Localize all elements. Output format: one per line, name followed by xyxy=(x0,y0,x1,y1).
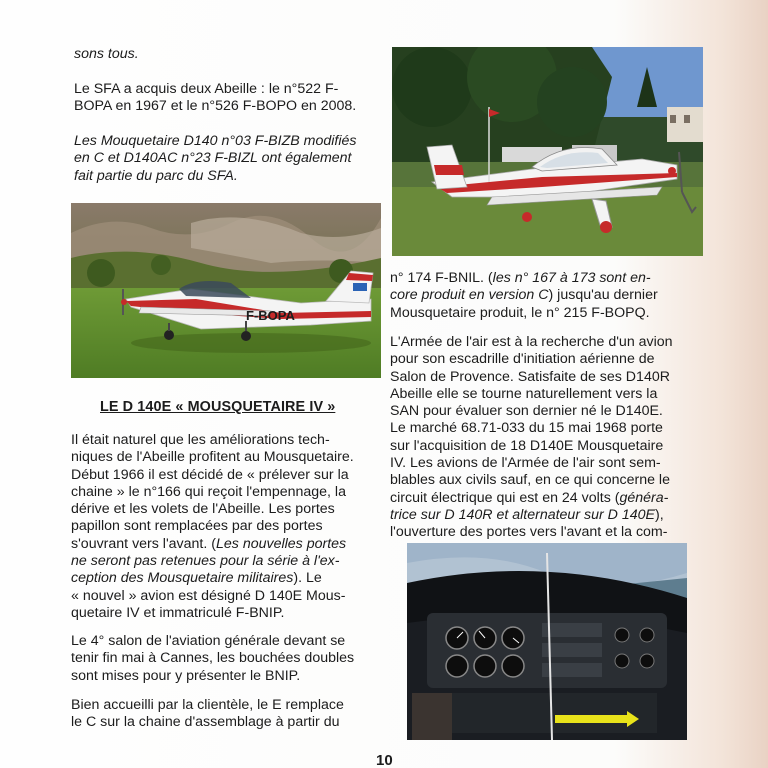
right-p2-line: blables aux civils sauf, en ce qui concerne le xyxy=(390,472,670,489)
left-p4-line xyxy=(71,570,354,587)
left-p5-line: Le 4° salon de l'aviation générale devant se xyxy=(71,633,346,649)
right-p1-line: Mousquetaire produit, le n° 215 F-BOPQ. xyxy=(390,304,650,321)
right-p1-line xyxy=(390,287,658,304)
left-p4-line9-italic: ception des Mousquetaire militaires xyxy=(71,570,294,587)
right-p1-l2-roman: ) jusqu'au dernier xyxy=(548,287,658,304)
right-p2-line: SAN pour évaluer son dernier né le D140E. xyxy=(390,403,663,420)
plane-registration-text: F-BOPA xyxy=(246,308,295,323)
left-p2-line: Le SFA a acquis deux Abeille : le n°522 F- xyxy=(74,81,339,97)
right-p2-line xyxy=(390,507,673,524)
left-p6 xyxy=(71,697,344,732)
right-p2-line xyxy=(390,490,673,507)
left-p5-line: sont mises pour y présenter le BNIP. xyxy=(71,667,301,684)
right-p1-line xyxy=(390,270,658,287)
left-p1: sons tous. xyxy=(74,46,139,62)
photo-f-bopa-on-grass xyxy=(71,203,381,378)
left-p3-line: fait partie du parc du SFA. xyxy=(74,167,238,184)
left-p4-line: Début 1966 il est décidé de « prélever sur la xyxy=(71,466,349,483)
page-number: 10 xyxy=(376,752,393,768)
left-p2-line: BOPA en 1967 et le n°526 F-BOPO en 2008. xyxy=(74,98,357,115)
left-p4-line: chaine » le n°166 qui reçoit l'empennage, la xyxy=(71,483,346,500)
left-p4-line: Il était naturel que les améliorations tech- xyxy=(71,432,330,448)
right-p2-line: Salon de Provence. Satisfaite de ses D140R xyxy=(390,368,670,385)
section-heading: LE D 140E « MOUSQUETAIRE IV » xyxy=(100,399,336,415)
right-p1-l1-roman: n° 174 F-BNIL. ( xyxy=(390,270,493,286)
left-p5 xyxy=(71,633,354,685)
left-p4 xyxy=(71,432,354,622)
photo-cockpit-panel xyxy=(407,543,687,740)
right-p2-l10-roman: circuit électrique qui est en 24 volts ( xyxy=(390,489,620,506)
right-p2-line: l'ouverture des portes vers l'avant et la com- xyxy=(390,524,668,541)
right-p2 xyxy=(390,334,673,542)
right-p1-l2-italic: core produit en version C xyxy=(390,287,549,304)
right-p1-l1-italic: les n° 167 à 173 sont en- xyxy=(492,270,651,286)
left-p2 xyxy=(74,81,356,116)
right-p2-line: Abeille elle se tourne naturellement vers la xyxy=(390,385,658,402)
left-p4-line9-roman: ). Le xyxy=(293,570,322,587)
left-p4-line: quetaire IV et immatriculé F-BNIP. xyxy=(71,604,285,621)
left-p4-line: dérive et les volets de l'Abeille. Les portes xyxy=(71,501,335,518)
left-p6-line: Bien accueilli par la clientèle, le E remplace xyxy=(71,697,344,713)
left-p4-line7-italic: Les nouvelles portes xyxy=(216,535,347,552)
right-p2-line: IV. Les avions de l'Armée de l'air sont sem- xyxy=(390,455,661,472)
left-p3 xyxy=(74,133,356,185)
right-p2-line: pour son escadrille d'initiation aérienne de xyxy=(390,351,655,368)
right-p2-l11-roman: ), xyxy=(654,506,664,523)
right-p2-l11-italic: trice sur D 140R et alternateur sur D 140E xyxy=(390,506,655,523)
left-p4-line: « nouvel » avion est désigné D 140E Mous- xyxy=(71,587,346,604)
right-p2-l10-italic: généra- xyxy=(619,489,669,506)
left-p3-line: en C et D140AC n°23 F-BIZL ont également xyxy=(74,150,352,167)
left-p3-line: Les Mouquetaire D140 n°03 F-BIZB modifiés xyxy=(74,133,357,149)
left-p6-line: le C sur la chaine d'assemblage à partir du xyxy=(71,714,340,731)
right-p2-line: sur l'acquisition de 18 D140E Mousquetaire xyxy=(390,437,664,454)
left-p4-line7-roman: s'ouvrant vers l'avant. ( xyxy=(71,535,216,552)
left-p4-line: papillon sont remplacées par des portes xyxy=(71,518,323,535)
right-p1 xyxy=(390,270,658,322)
left-p5-line: tenir fin mai à Cannes, les bouchées doubles xyxy=(71,650,355,667)
photo-mousquetaire-parked xyxy=(392,47,703,256)
left-p4-line: niques de l'Abeille profitent au Mousquetaire. xyxy=(71,449,354,466)
left-p4-line xyxy=(71,536,354,553)
right-p2-line: Le marché 68.71-033 du 15 mai 1968 porte xyxy=(390,420,663,437)
left-p4-line: ne seront pas retenues pour la série à l'ex- xyxy=(71,553,340,570)
right-p2-line: L'Armée de l'air est à la recherche d'un avion xyxy=(390,334,673,350)
